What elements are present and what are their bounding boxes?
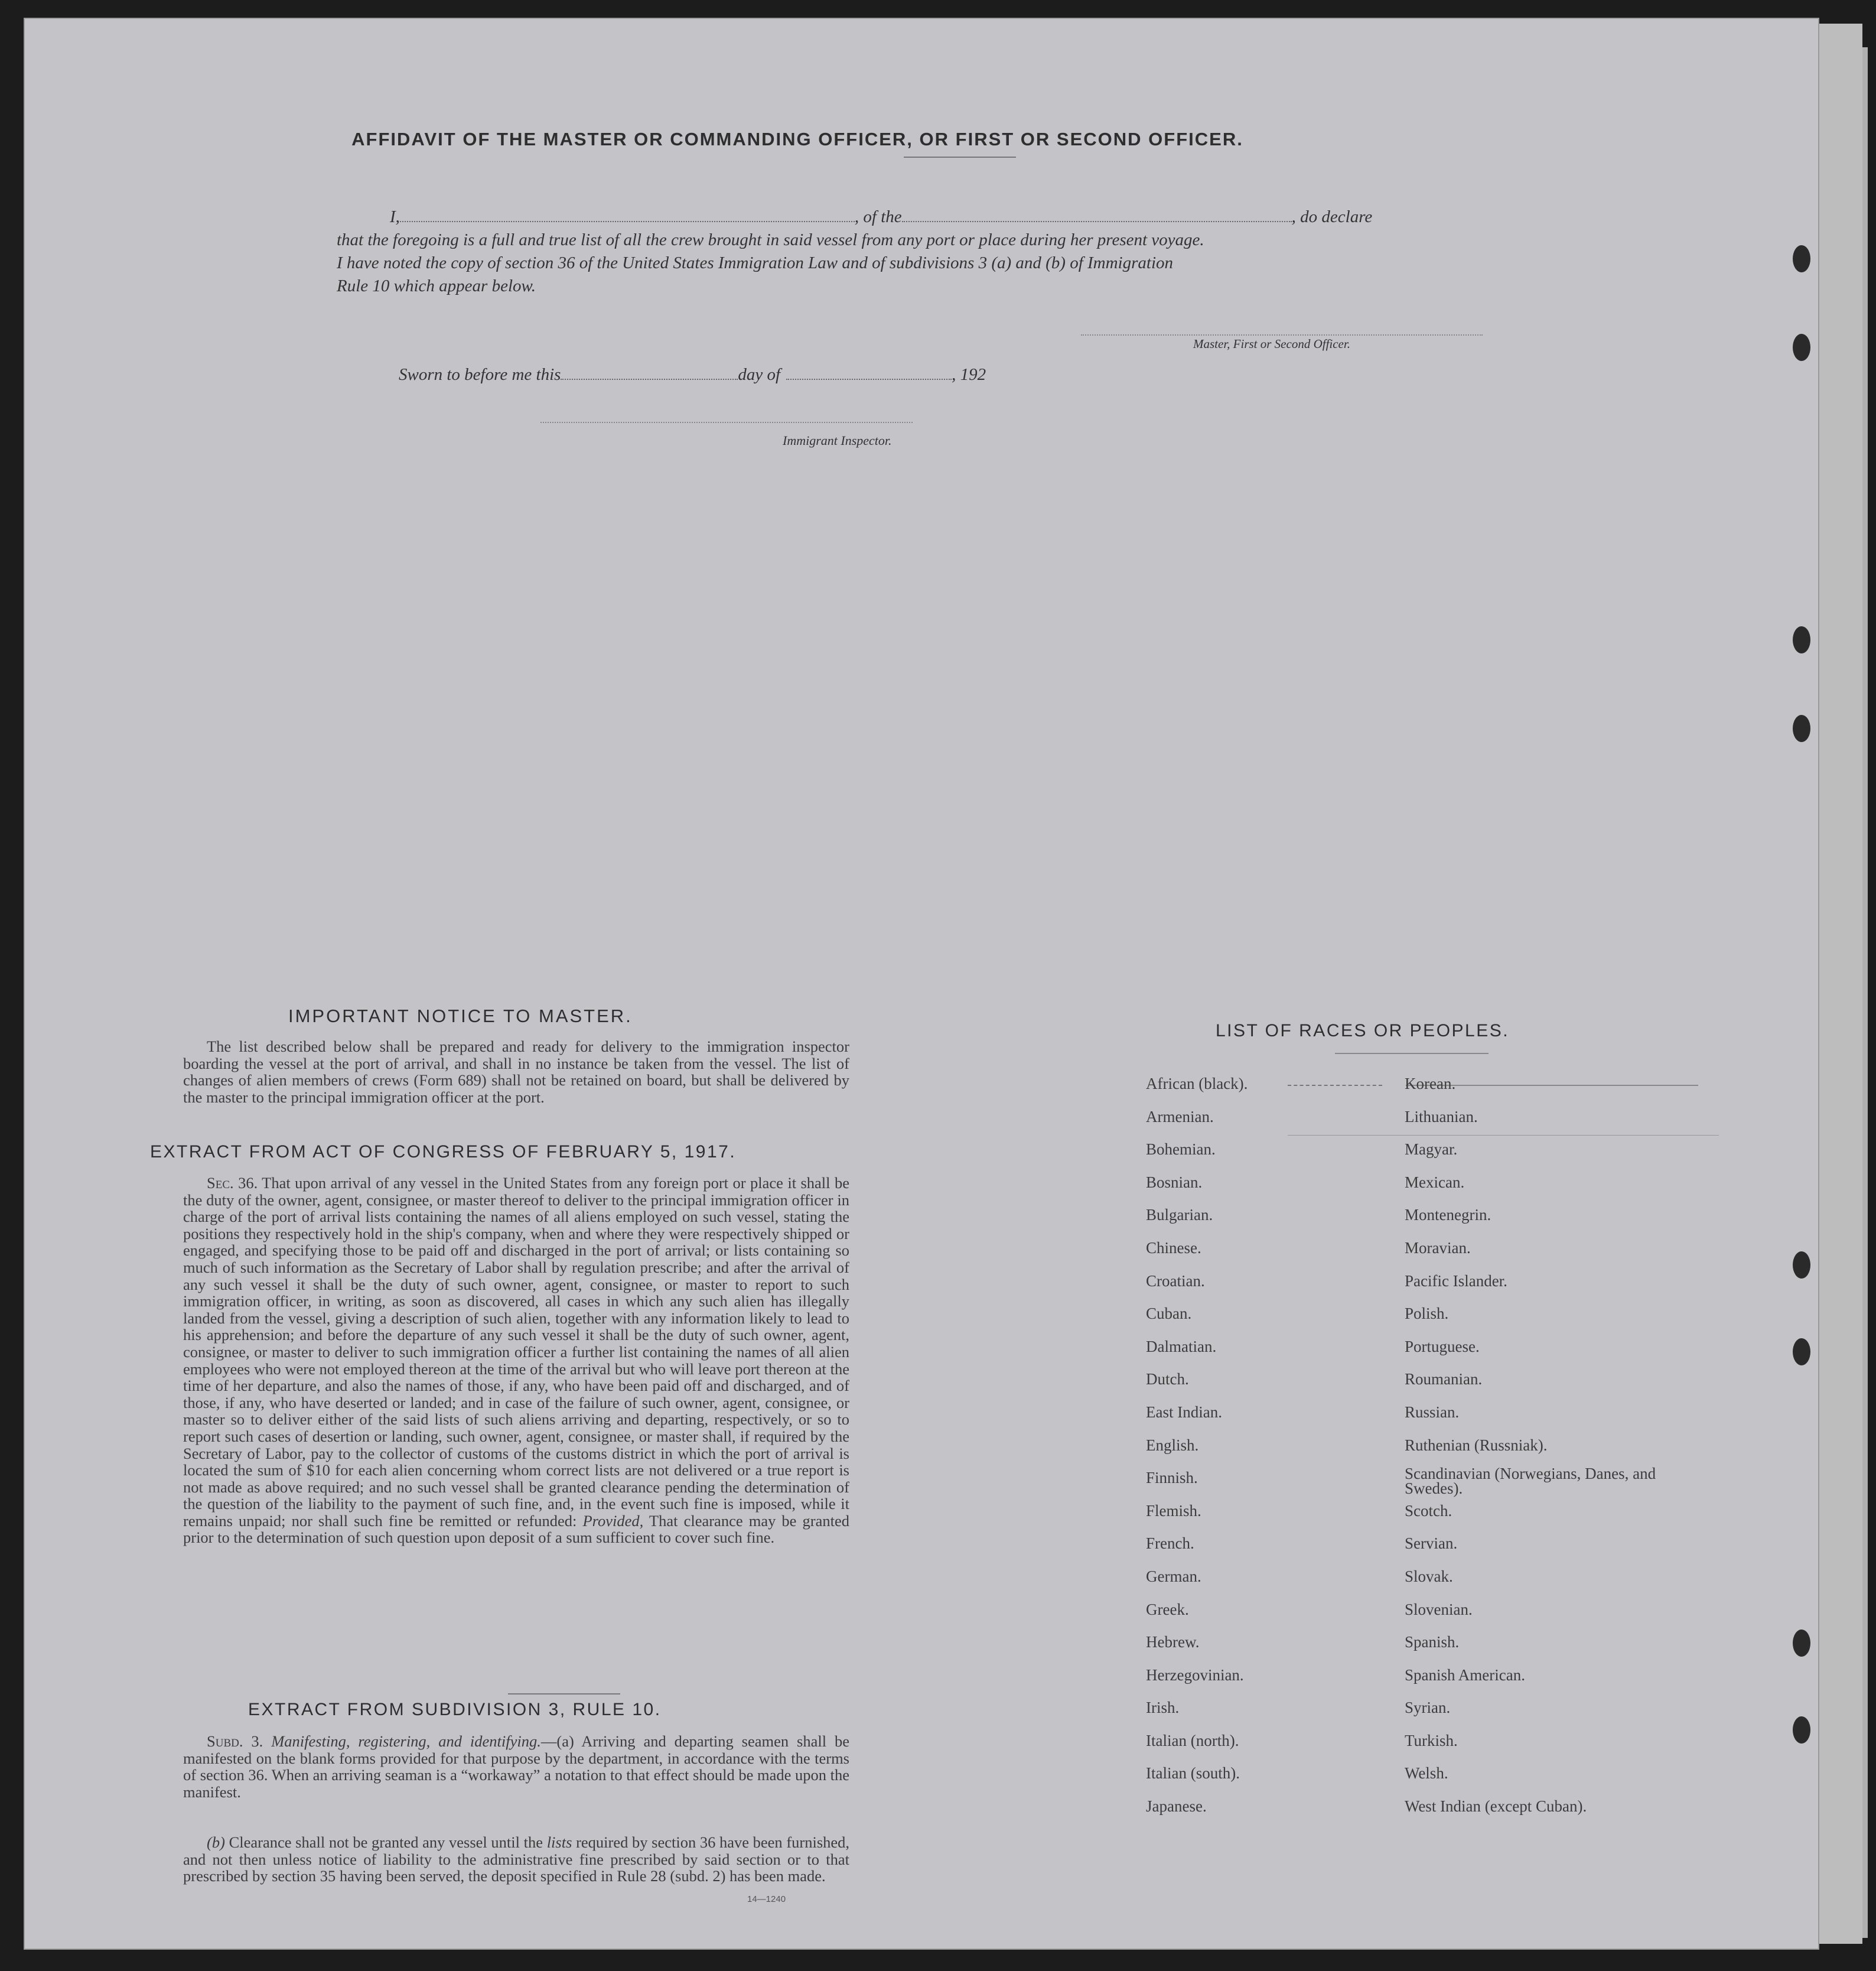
affidavit-declaration — [337, 206, 1489, 298]
races-title: LIST OF RACES OR PEOPLES. — [1216, 1021, 1510, 1040]
signature-line — [1081, 334, 1483, 336]
proviso-text: That clearance may be granted prior to the determination of such question upon deposit of a sum sufficient to cover such fine. — [183, 1511, 850, 1547]
race-item: English. — [1146, 1436, 1199, 1454]
proviso-label: Provided, — [582, 1511, 644, 1530]
race-item: East Indian. — [1146, 1403, 1222, 1421]
para-a-text: Arriving and departing seamen shall be manifested on the blank forms provided for that purpose by the department, in accordance with the terms of section 36. When an arriving seaman is a “workaway” a notation to that effect should be made upon the manifest. — [183, 1732, 850, 1801]
race-item: Greek. — [1146, 1600, 1189, 1618]
race-item: Italian (north). — [1146, 1731, 1239, 1749]
race-item: Spanish. — [1405, 1633, 1460, 1651]
race-item: Welsh. — [1405, 1764, 1448, 1783]
race-item: Flemish. — [1146, 1501, 1201, 1520]
race-item: Russian. — [1405, 1403, 1460, 1421]
declarant-label: I, — [390, 207, 400, 226]
inspector-signature-line — [540, 422, 913, 423]
race-item: Armenian. — [1146, 1107, 1214, 1126]
race-item: Slovenian. — [1405, 1600, 1473, 1618]
rule-para-b — [183, 1834, 849, 1885]
race-item: Finnish. — [1146, 1469, 1198, 1487]
race-item: Spanish American. — [1405, 1666, 1525, 1684]
sworn-day-blank — [561, 379, 738, 380]
para-b-lists: lists — [546, 1833, 572, 1851]
bleed-through-texture — [301, 455, 1719, 1034]
sworn-line — [399, 365, 986, 385]
para-b-text-1: Clearance shall not be granted any vessel until the — [229, 1833, 543, 1851]
races-right-column — [1405, 1068, 1670, 1823]
notice-text: The list described below shall be prepared and ready for delivery to the immigration inspector boarding the vessel at the port of arrival, and shall in no instance be taken from the vessel. The list of changes of alien members of crews (Form 689) shall not be retained on board, but shall be delivered by the master to the principal immigration officer at the port. — [183, 1037, 849, 1106]
race-item: Dutch. — [1146, 1370, 1189, 1388]
rule-para-a — [183, 1733, 849, 1800]
declarant-name-blank — [400, 221, 855, 222]
race-item: Lithuanian. — [1405, 1107, 1478, 1126]
race-item: Portuguese. — [1405, 1337, 1480, 1355]
race-item: Roumanian. — [1405, 1370, 1483, 1388]
declaration-line-4: Rule 10 which appear below. — [337, 277, 536, 295]
race-item: Hebrew. — [1146, 1633, 1200, 1651]
day-of-label: day of — [738, 365, 781, 384]
punch-hole — [1793, 1251, 1810, 1279]
race-item: German. — [1146, 1567, 1201, 1585]
year-label: , 192 — [952, 365, 986, 384]
rule-title-rule — [508, 1693, 620, 1694]
act-extract-text — [183, 1175, 849, 1546]
race-item: Irish. — [1146, 1699, 1180, 1717]
race-item: Magyar. — [1405, 1140, 1458, 1159]
declare-label: , do declare — [1291, 207, 1373, 226]
race-item: Slovak. — [1405, 1567, 1453, 1585]
act-extract-title: EXTRACT FROM ACT OF CONGRESS OF FEBRUARY 5, 1917. — [150, 1142, 737, 1162]
subd-heading: Manifesting, registering, and identifying. — [271, 1732, 541, 1750]
vessel-name-blank — [902, 221, 1292, 222]
subd-label: Subd. 3. — [207, 1732, 263, 1750]
punch-hole — [1793, 1630, 1810, 1657]
punch-hole — [1793, 626, 1810, 653]
race-item: Korean. — [1405, 1075, 1456, 1092]
punch-hole — [1793, 1716, 1810, 1744]
form-code: 14—1240 — [747, 1894, 786, 1904]
race-item: French. — [1146, 1534, 1194, 1553]
race-item: Scotch. — [1405, 1501, 1452, 1520]
affidavit-title: AFFIDAVIT OF THE MASTER OR COMMANDING OFFICER, OR FIRST OR SECOND OFFICER. — [351, 129, 1243, 149]
punch-hole — [1793, 715, 1810, 742]
races-rule — [1288, 1085, 1382, 1086]
rule-extract-title: EXTRACT FROM SUBDIVISION 3, RULE 10. — [248, 1700, 662, 1719]
race-item: Bohemian. — [1146, 1140, 1216, 1159]
races-left-column — [1146, 1068, 1394, 1823]
race-item: Bosnian. — [1146, 1173, 1203, 1191]
section-label: Sec. 36. — [207, 1174, 258, 1192]
document-page — [24, 18, 1819, 1950]
race-item: African (black). — [1146, 1075, 1248, 1092]
race-item: Ruthenian (Russniak). — [1405, 1436, 1548, 1454]
declaration-line-3: I have noted the copy of section 36 of the United States Immigration Law and of subdivisions 3 (a) and (b) of Immigration — [337, 253, 1174, 272]
race-item: Servian. — [1405, 1534, 1458, 1553]
para-b-label: (b) — [207, 1833, 225, 1851]
race-item: Italian (south). — [1146, 1764, 1240, 1783]
race-item: West Indian (except Cuban). — [1405, 1797, 1587, 1816]
sworn-month-blank — [786, 379, 952, 380]
race-item: Mexican. — [1405, 1173, 1465, 1191]
race-item: Polish. — [1405, 1305, 1449, 1323]
race-item: Chinese. — [1146, 1238, 1201, 1257]
race-item: Cuban. — [1146, 1305, 1192, 1323]
declaration-line-2: that the foregoing is a full and true list of all the crew brought in said vessel from any port or place during her present voyage. — [337, 230, 1204, 249]
section-body: That upon arrival of any vessel in the United States from any foreign port or place it shall be the duty of the owner, agent, consignee, or master thereof to deliver to the principal immigration officer in charge of the port of arrival lists containing the names of all aliens employed on such vessel, stating the positions they respectively hold in the ship's company, when and where they were respectively shipped or engaged, and specifying those to be paid off and discharged in the port of arrival; or lists containing so much of such information as the Secretary of Labor shall by regulation prescribe; and after the arrival of any such vessel it shall be the duty of such owner, agent, consignee, or master to report to such immigration officer, in writing, as soon as discovered, all cases in which any such alien has illegally landed from the vessel, giving a description of such alien, together with any information likely to lead to his apprehension; and before the departure of any such vessel it shall be the duty of such owner, agent, consignee, or master to deliver to such immigration officer a further list containing the names of all alien employees who were not employed thereon at the time of the arrival but who will leave port thereon at the time of her departure, and also the names of those, if any, who have been paid off and discharged, and of those, if any, who have deserted or landed; and in case of the failure of such owner, agent, consignee, or master so to deliver either of the said lists of such aliens arriving and departing, respectively, or so to report such cases of desertion or landing, such owner, agent, consignee, or master shall, if required by the Secretary of Labor, pay to the collector of customs of the customs district in which the port of arrival is located the sum of $10 for each alien concerning whom correct lists are not delivered or a true report is not made as above required; and no such vessel shall be granted clearance pending the determination of the question of the liability to the payment of such fine, and, in the event such fine is imposed, while it remains unpaid; nor shall such fine be remitted or refunded: — [183, 1174, 849, 1530]
race-item: Herzegovinian. — [1146, 1666, 1244, 1684]
underlying-page-edge — [1813, 24, 1862, 1944]
inspector-label: Immigrant Inspector. — [783, 433, 892, 448]
race-item: Japanese. — [1146, 1797, 1207, 1816]
punch-hole — [1793, 1338, 1810, 1365]
race-item: Croatian. — [1146, 1271, 1205, 1290]
race-item: Dalmatian. — [1146, 1337, 1217, 1355]
race-item: Montenegrin. — [1405, 1206, 1491, 1224]
notice-title: IMPORTANT NOTICE TO MASTER. — [288, 1006, 633, 1026]
signature-label: Master, First or Second Officer. — [1193, 337, 1350, 351]
para-a-label: —(a) — [540, 1732, 574, 1750]
punch-hole — [1793, 334, 1810, 361]
race-item: Turkish. — [1405, 1731, 1458, 1749]
race-item: Moravian. — [1405, 1238, 1471, 1257]
para-b-text-2: required by section 36 have been furnished, and not then unless notice of liability to the administrative fine prescribed by said section or to that prescribed by section 35 having been served, the deposit specified in Rule 28 (subd. 2) has been made. — [183, 1833, 850, 1885]
punch-hole — [1793, 245, 1810, 272]
race-item: Bulgarian. — [1146, 1206, 1213, 1224]
of-the-label: , of the — [854, 207, 902, 226]
race-item: Scandinavian (Norwegians, Danes, and Swedes). — [1405, 1465, 1656, 1498]
race-item: Pacific Islander. — [1405, 1271, 1507, 1290]
race-item: Syrian. — [1405, 1699, 1451, 1717]
races-title-rule — [1335, 1053, 1489, 1054]
title-rule — [904, 157, 1016, 158]
sworn-label: Sworn to before me this — [399, 365, 561, 384]
